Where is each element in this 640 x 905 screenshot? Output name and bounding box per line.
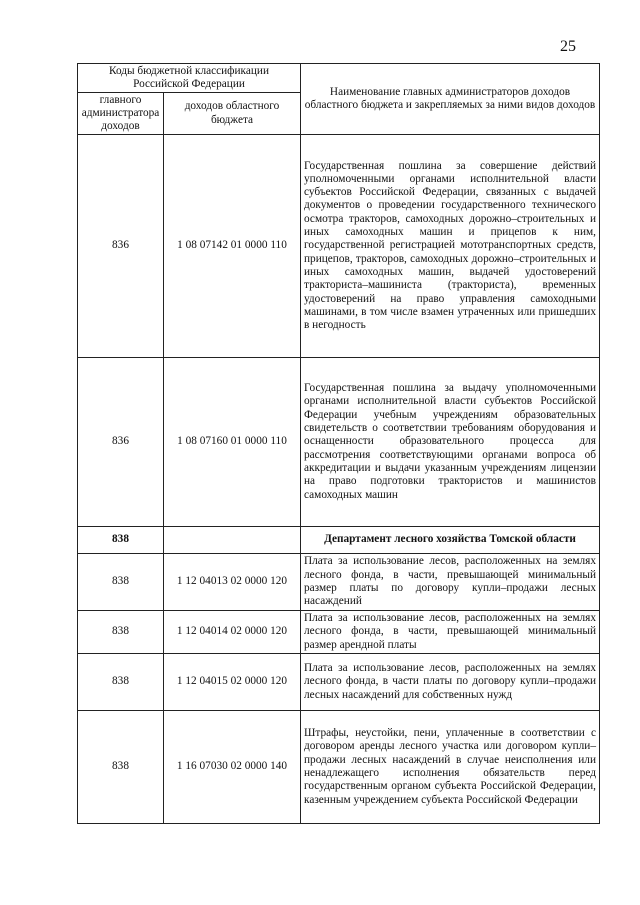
income-name-cell: Государственная пошлина за совершение действий уполномоченными органами исполнительной власти субъектов Российской Федерации, связанных с выдачей документов о проведении государственного технического осмотра тракторов, самоходных дорожно–строительных и иных самоходных машин и прицепов к ним, государственной регистрацией мототранспортных средств, прицепов, тракторов, самоходных дорожно–строительных и иных самоходных машин, выдачей удостоверений тракториста–машиниста (тракториста), временных удостоверений на право управления самоходными машинами, в том числе взамен утраченных или пришедших в негодность (301, 135, 600, 358)
header-admin-column: главного администратора доходов (78, 93, 164, 135)
header-name-column: Наименование главных администраторов доходов областного бюджета и закрепляемых за ними видов доходов (301, 64, 600, 135)
income-name-cell: Плата за использование лесов, расположенных на землях лесного фонда, в части, превышающей минимальный размер арендной платы (301, 611, 600, 654)
admin-code-cell: 836 (78, 135, 164, 358)
income-code-cell: 1 12 04013 02 0000 120 (164, 554, 301, 611)
admin-code-cell: 836 (78, 358, 164, 527)
admin-code-cell: 838 (78, 527, 164, 554)
income-name-cell: Департамент лесного хозяйства Томской области (301, 527, 600, 554)
admin-code-cell: 838 (78, 654, 164, 711)
table-row (78, 654, 600, 711)
department-row (78, 527, 600, 554)
admin-code-cell: 838 (78, 554, 164, 611)
page-number: 25 (560, 38, 576, 55)
income-code-cell: 1 08 07142 01 0000 110 (164, 135, 301, 358)
table-row (78, 554, 600, 611)
income-code-cell: 1 12 04015 02 0000 120 (164, 654, 301, 711)
income-name-cell: Плата за использование лесов, расположенных на землях лесного фонда, в части, превышающей минимальный размер платы по договору купли–продажи лесных насаждений (301, 554, 600, 611)
budget-classification-table (77, 63, 600, 824)
admin-code-cell: 838 (78, 711, 164, 824)
income-code-cell: 1 08 07160 01 0000 110 (164, 358, 301, 527)
table-row (78, 711, 600, 824)
income-name-cell: Плата за использование лесов, расположенных на землях лесного фонда, в части платы по договору купли–продажи лесных насаждений для собственных нужд (301, 654, 600, 711)
table-row (78, 135, 600, 358)
income-code-cell: 1 12 04014 02 0000 120 (164, 611, 301, 654)
income-name-cell: Штрафы, неустойки, пени, уплаченные в соответствии с договором аренды лесного участка или договором купли–продажи лесных насаждений в случае неисполнения или ненадлежащего исполнения обязательств перед государственным органом субъекта Российской Федерации, казенным учреждением субъекта Российской Федерации (301, 711, 600, 824)
income-code-cell: 1 16 07030 02 0000 140 (164, 711, 301, 824)
table-row (78, 358, 600, 527)
income-name-cell: Государственная пошлина за выдачу уполномоченными органами исполнительной власти субъектов Российской Федерации учебным учреждениям образовательных свидетельств о соответствии требованиям оборудования и оснащенности образовательного процесса для рассмотрения соответствующими органами вопроса об аккредитации и выдачи указанным учреждениям лицензии на право подготовки трактористов и машинистов самоходных машин (301, 358, 600, 527)
income-code-cell (164, 527, 301, 554)
table-row (78, 611, 600, 654)
admin-code-cell: 838 (78, 611, 164, 654)
table-header-row (78, 64, 600, 93)
header-income-column: доходов областного бюджета (164, 93, 301, 135)
header-budget-codes: Коды бюджетной классификации Российской Федерации (78, 64, 301, 93)
